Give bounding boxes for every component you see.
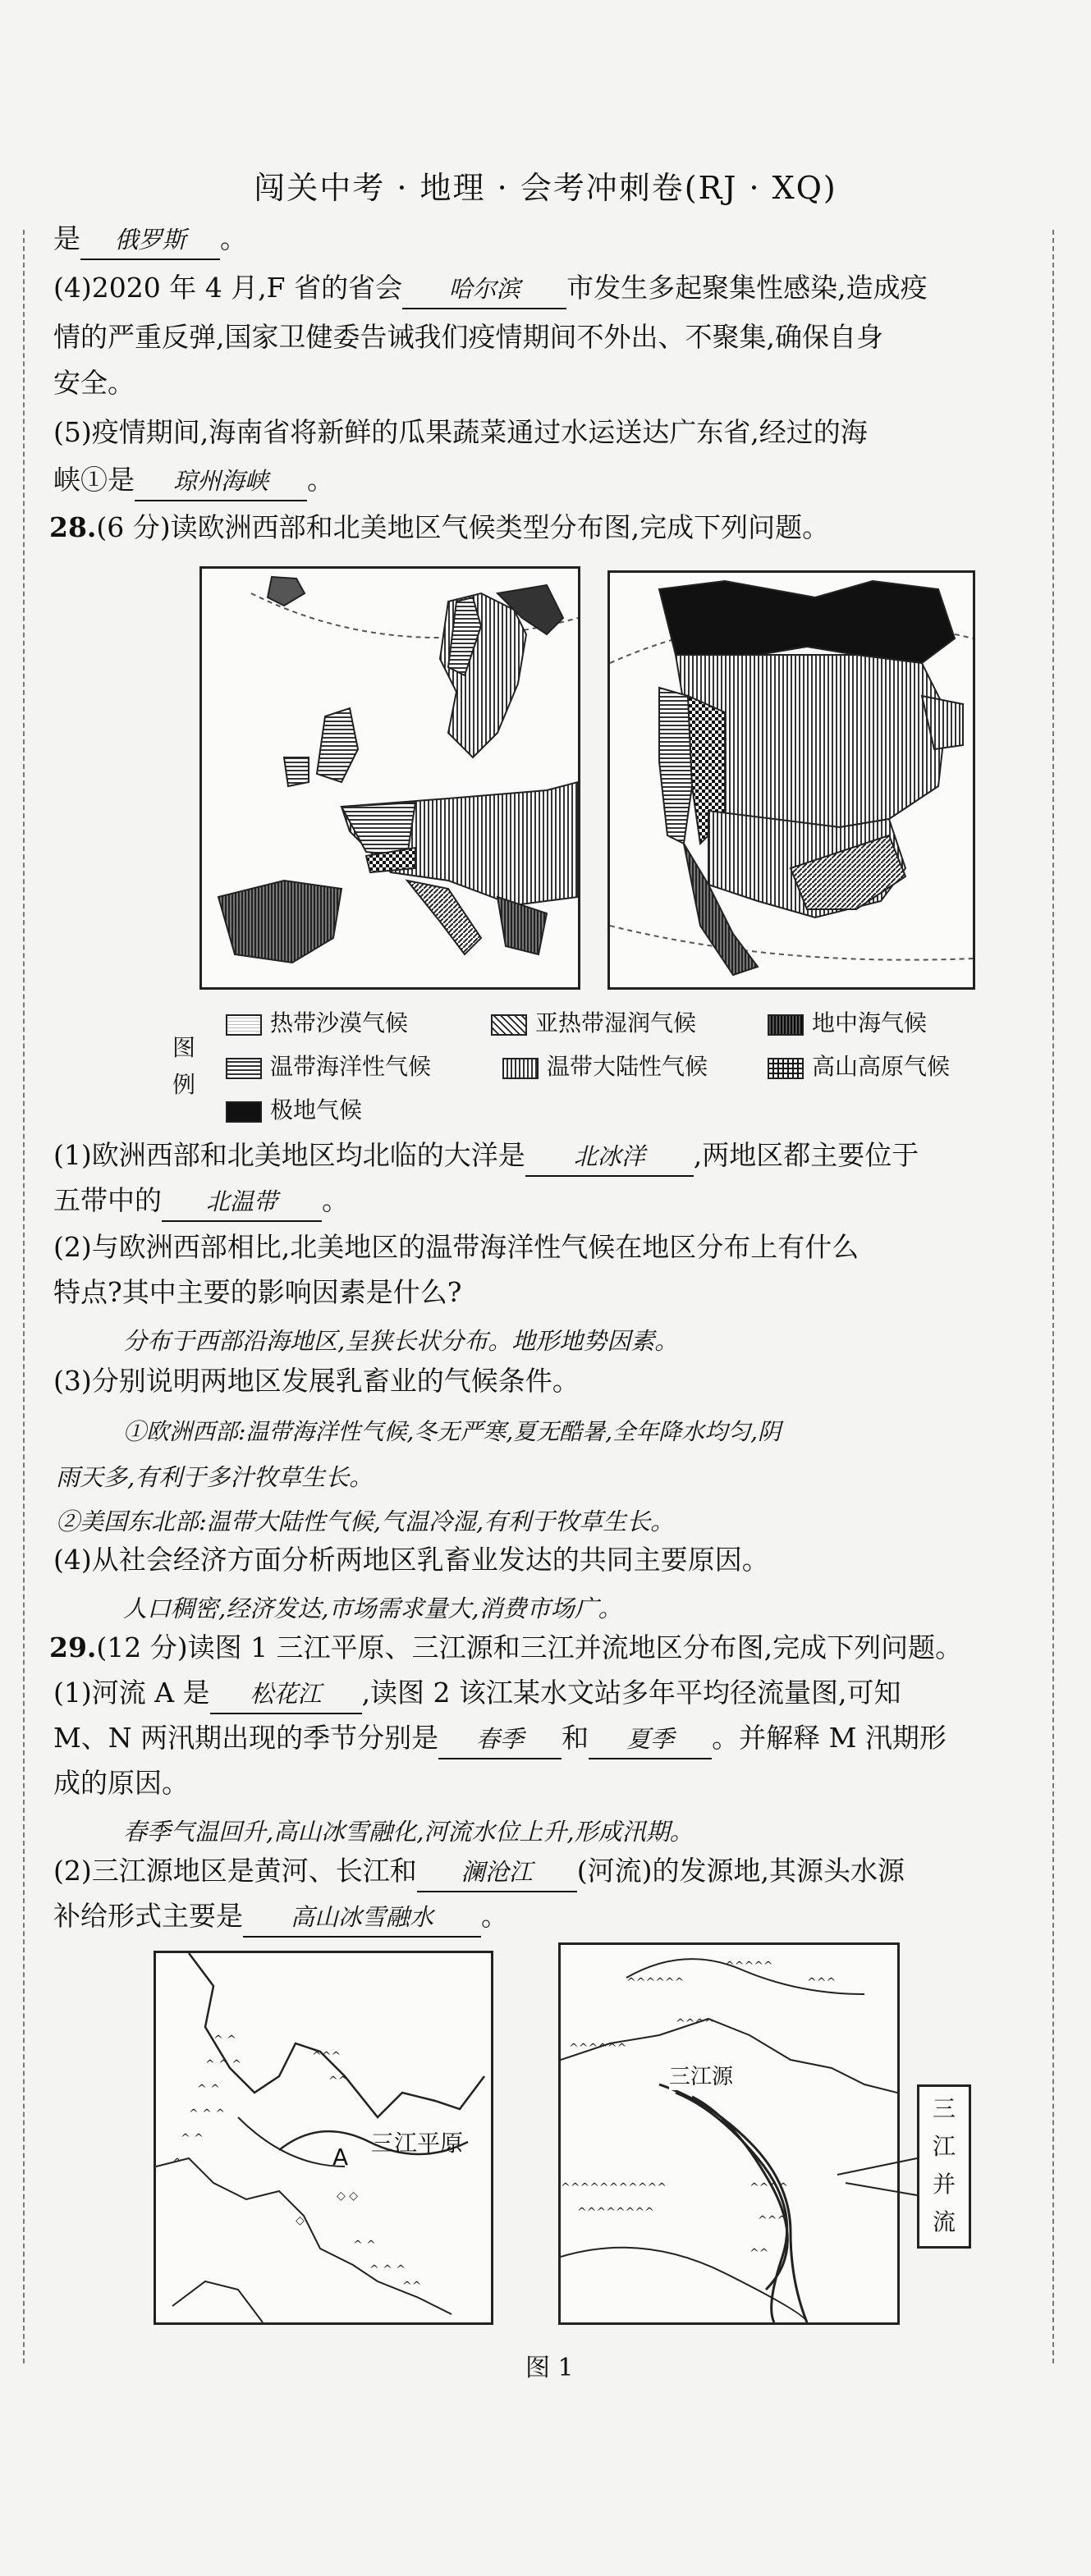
svg-text:^ ^: ^ ^ [213, 2034, 236, 2047]
svg-text:◇: ◇ [296, 2214, 305, 2227]
svg-text:^^: ^^ [749, 2247, 769, 2260]
oceanic-swatch [226, 1058, 262, 1079]
answer-blank: 北冰洋 [525, 1137, 694, 1177]
highland-swatch [768, 1058, 804, 1079]
q29-part1-answer: 春季气温回升,高山冰雪融化,河流水位上升,形成汛期。 [123, 1818, 694, 1846]
q28-part2-line1: (2)与欧洲西部相比,北美地区的温带海洋性气候在地区分布上有什么 [53, 1231, 860, 1263]
q27-line0: 是 俄罗斯 。 [53, 220, 247, 260]
q28-part3-answer1: ①欧洲西部:温带海洋性气候,冬无严寒,夏无酷暑,全年降水均匀,阴 [123, 1418, 782, 1445]
q29-part2-line2: 补给形式主要是 高山冰雪融水 。 [53, 1897, 508, 1938]
polar-swatch [226, 1101, 262, 1123]
q28-part2-answer: 分布于西部沿海地区,呈狭长状分布。地形地势因素。 [123, 1327, 679, 1355]
europe-map-graphic [202, 569, 578, 987]
north-america-map-graphic [610, 573, 973, 987]
svg-text:^^^^^^: ^^^^^^ [626, 1976, 685, 1989]
q28-part3-answer3: ②美国东北部:温带大陆性气候,气温冷湿,有利于牧草生长。 [56, 1508, 675, 1535]
legend-item: 温带海洋性气候 [226, 1049, 431, 1082]
q28-stem: 28.(6 分)读欧洲西部和北美地区气候类型分布图,完成下列问题。 [49, 511, 830, 543]
svg-text:^^^^^^: ^^^^^^ [569, 2042, 627, 2055]
legend-label-tu: 图 [172, 1034, 196, 1061]
legend-item: 热带沙漠气候 [226, 1005, 408, 1038]
svg-text:^ ^: ^ ^ [353, 2239, 376, 2252]
svg-text:^^^: ^^^ [312, 2050, 342, 2063]
label-pointer-lines [829, 2125, 919, 2199]
q29-part2-line1: (2)三江源地区是黄河、长江和 澜沧江 (河流)的发源地,其源头水源 [53, 1852, 905, 1892]
svg-text:^^^^: ^^^^ [749, 2181, 788, 2194]
q27-part4-line1: (4)2020 年 4 月,F 省的省会 哈尔滨 市发生多起聚集性感染,造成疫 [53, 269, 928, 309]
svg-text:^ ^ ^: ^ ^ ^ [205, 2058, 242, 2071]
svg-text:^^: ^^ [328, 2075, 348, 2088]
answer-blank: 夏季 [589, 1720, 712, 1759]
svg-text:^^^^^: ^^^^^ [725, 1960, 773, 1973]
svg-text:^^^: ^^^ [758, 2214, 787, 2227]
right-margin-dash [1052, 230, 1054, 2363]
iberia-shape [218, 881, 342, 963]
q29-part1-line1: (1)河流 A 是 松花江 ,读图 2 该江某水文站多年平均径流量图,可知 [53, 1674, 901, 1714]
figure-caption: 图 1 [525, 2354, 574, 2382]
svg-text:^^^: ^^^ [807, 1976, 837, 1989]
left-margin-dash [23, 230, 25, 2363]
svg-text:^^^^^^^^: ^^^^^^^^ [577, 2206, 654, 2219]
svg-text:^^^^^^^^^^^: ^^^^^^^^^^^ [561, 2181, 667, 2194]
svg-text:^^^^: ^^^^ [676, 2017, 714, 2030]
q27-part5-line1: (5)疫情期间,海南省将新鲜的瓜果蔬菜通过水运送达广东省,经过的海 [53, 416, 868, 448]
q28-part2-line2: 特点?其中主要的影响因素是什么? [53, 1276, 462, 1308]
svg-text:^ ^ ^: ^ ^ ^ [369, 2263, 406, 2276]
q27-part4-line2: 情的严重反弹,国家卫健委告诫我们疫情期间不外出、不聚集,确保自身 [53, 321, 883, 353]
page-header: 闯关中考 · 地理 · 会考冲刺卷(RJ · XQ) [254, 170, 837, 206]
answer-blank: 哈尔滨 [402, 270, 566, 309]
legend-item: 高山高原气候 [768, 1049, 950, 1082]
svg-text:^ ^: ^ ^ [197, 2083, 220, 2096]
north-america-climate-map [607, 570, 975, 990]
q29-part1-line2: M、N 两汛期出现的季节分别是 春季 和 夏季 。并解释 M 汛期形 [53, 1719, 947, 1759]
answer-blank: 高山冰雪融水 [243, 1898, 481, 1938]
svg-text:^ ^: ^ ^ [181, 2132, 204, 2145]
scandinavia-shape [440, 593, 526, 757]
q28-part4-answer: 人口稠密,经济发达,市场需求量大,消费市场广。 [123, 1595, 622, 1622]
q28-part1-line2: 五带中的 北温带 。 [53, 1182, 349, 1222]
ireland-shape [284, 757, 309, 786]
answer-blank: 俄罗斯 [80, 221, 220, 260]
map-label-sanjiangyuan: 三江源 [669, 2060, 733, 2090]
svg-text:^ ^ ^: ^ ^ ^ [189, 2107, 226, 2121]
map-label-river-a: A [332, 2144, 349, 2171]
q28-part1-line1: (1)欧洲西部和北美地区均北临的大洋是 北冰洋 ,两地区都主要位于 [53, 1137, 919, 1177]
legend-item: 亚热带湿润气候 [491, 1005, 696, 1038]
q28-part3-answer2: 雨天多,有利于多汁牧草生长。 [56, 1463, 374, 1491]
iceland-shape [268, 577, 305, 606]
legend-item: 地中海气候 [768, 1005, 927, 1038]
q29-part1-line3: 成的原因。 [53, 1767, 189, 1799]
answer-blank: 琼州海峡 [135, 462, 307, 501]
legend-label-li: 例 [172, 1071, 196, 1098]
answer-blank: 北温带 [162, 1183, 322, 1222]
legend-item: 温带大陆性气候 [502, 1049, 708, 1082]
q28-part3-line1: (3)分别说明两地区发展乳畜业的气候条件。 [53, 1365, 580, 1397]
britain-shape [317, 708, 358, 782]
balkans-shape [497, 897, 547, 954]
q27-part5-line2: 峡①是 琼州海峡 。 [53, 461, 334, 501]
continental-swatch [502, 1058, 539, 1079]
answer-blank: 澜沧江 [417, 1853, 577, 1892]
sanjiang-plain-map [154, 1951, 493, 2325]
legend-item: 极地气候 [226, 1092, 362, 1125]
answer-blank: 松花江 [210, 1675, 362, 1714]
italy-shape [407, 881, 481, 954]
q27-part4-line3: 安全。 [53, 367, 135, 399]
three-parallel-rivers-label-box: 三 江 并 流 [917, 2084, 971, 2249]
mediterranean-swatch [768, 1014, 804, 1036]
subtropical-swatch [491, 1014, 527, 1036]
desert-swatch [226, 1014, 262, 1036]
answer-blank: 春季 [438, 1720, 562, 1759]
svg-text:^^: ^^ [402, 2280, 422, 2293]
map-label-sanjiang-plain: 三江平原 [371, 2130, 464, 2157]
europe-climate-map [199, 566, 580, 990]
svg-text:◇ ◇: ◇ ◇ [337, 2189, 358, 2203]
q28-part4-line1: (4)从社会经济方面分析两地区乳畜业发达的共同主要原因。 [53, 1544, 769, 1576]
svg-text:^: ^ [172, 2157, 182, 2170]
q29-stem: 29.(12 分)读图 1 三江平原、三江源和三江并流地区分布图,完成下列问题。 [49, 1631, 963, 1663]
